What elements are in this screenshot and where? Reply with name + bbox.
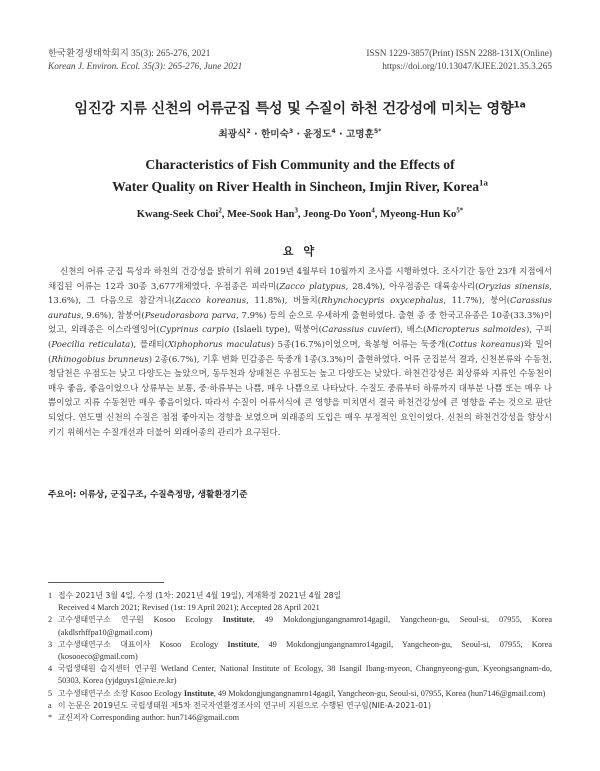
footnote-text-en: Kosoo Ecology — [153, 615, 213, 625]
footnote-text-ko: 교신저자 — [58, 713, 89, 723]
doi-link[interactable]: https://doi.org/10.13047/KJEE.2021.35.3.265 — [382, 62, 552, 72]
footnote-mark: a — [48, 700, 52, 710]
footnote-text-en: , 49 Mokdongjungangnamro14gagil, Yangcheon-gu, Seoul-si, 07955, Korea (hun7146@gmail.com) — [213, 688, 546, 698]
abstract-body — [48, 265, 552, 440]
footnote-divider — [48, 582, 164, 583]
species-name: Micropterus salmoides — [426, 325, 526, 336]
abstract-text: , 9.6%), 참붕어( — [80, 310, 145, 321]
title-english-line2: Water Quality on River Health in Sincheon, Imjin River, Korea — [112, 179, 480, 194]
footnote-mark: 3 — [48, 639, 53, 649]
species-name: Rhynchocypris oxycephalus — [321, 296, 444, 307]
author-ko-sup: 2 — [246, 127, 251, 135]
footnote-text-ko: 국립생태원 습지센터 연구원 — [58, 664, 157, 674]
abstract-text: )와 밀어( — [48, 339, 553, 365]
species-name: Carassius cuvieri — [321, 325, 398, 336]
footnote-4 — [48, 663, 552, 687]
footnote-corresponding — [48, 712, 552, 724]
authors-english: Kwang-Seek Choi$^2$, Mee-Sook Han$^3$, Jeong-Do Yoon$^4$, Myeong-Hun $Ko^{5*}$ — [136, 207, 464, 220]
keywords: 주요어: 어류상, 군집구조, 수질측정망, 생활환경기준 — [48, 490, 248, 500]
abstract-text: ) 5종(16.7%)이었으며, 육봉형 어류는 둑중개( — [270, 339, 449, 350]
abstract-text: 신천의 어류 군집 특성과 하천의 건강성을 밝히기 위해 2019년 4월부터 10월까지 조사를 시행하였다. 조사기간 동안 23개 지점에서 채집된 어류는 12과 30종 3,677개체였다. 우점종은 피라미( — [48, 267, 552, 292]
abstract-text: ) 2종(6.7%), 기후 변화 민감종은 둑중개 1종(3.3%)이 출현하였다. 어류 군집분석 결과, 신천본류와 수동천, 청담천은 우점도는 낮고 다양도는 높았으며, 동두천과 상패천은 우점도는 높고 다양도는 낮았다. 하천건강성은 최상류와 지류인 수동천이 매우 좋음, 좋음이었으나 상류부는 보통, 중·하류부는 나쁨, 매우 나쁨으로 나타났다. 수질도 중류부터 하류까지 대부분 나쁨 또는 매우 나쁨이었고 지류 수동천만 매우 좋음이었다. 따라서 수질이 어류서식에 큰 영향을 미치면서 결국 하천건강성에 큰 영향을 주는 것으로 판단되었다. 연도별 신천의 수질은 점점 좋아지는 경향을 보였으며 외래종의 도입은 매우 부정적인 요인이었다. 신천의 하천건강성을 향상시키기 위해서는 수질개선과 더불어 외래어종의 관리가 요구된다. — [48, 354, 552, 438]
journal-citation — [48, 48, 242, 74]
journal-header — [48, 48, 552, 82]
footnote-mark: 4 — [48, 664, 53, 674]
footnote-mark: 2 — [48, 615, 53, 625]
footnote-a — [48, 700, 552, 712]
title-english-line1: Characteristics of Fish Community and the Effects of — [145, 157, 455, 172]
author-ko: 윤정도 — [303, 129, 332, 140]
author-ko: 최광식 — [218, 129, 247, 140]
footnote-institute: Institute — [183, 688, 214, 698]
species-name: Carassius auratus — [48, 296, 552, 321]
species-name: Zacco platypus — [279, 281, 346, 292]
abstract-text: , 13.6%), 그 다음으로 참갈겨니( — [48, 281, 552, 307]
author-en: Jeong-Do Yoon — [303, 209, 372, 220]
footnote-mark: * — [48, 713, 53, 723]
species-name: Pseudorasbora parva — [144, 310, 237, 321]
author-separator: · — [296, 129, 301, 140]
footnote-2 — [48, 614, 552, 638]
title-korean-text: 임진강 지류 신천의 어류군집 특성 및 수질이 하천 건강성에 미치는 영향 — [74, 101, 514, 117]
author-ko: 고명훈 — [346, 129, 374, 140]
footnote-mark: 1 — [48, 591, 53, 600]
footnote-5 — [48, 688, 552, 700]
abstract-text: , 11.7%), 붕어( — [443, 296, 511, 307]
footnote-text-en: Received 4 March 2021; Revised (1st: 19 April 2021); Accepted 28 April 2021 — [58, 603, 320, 613]
footnote-text-ko: 고수생태연구소 소장 — [58, 688, 129, 698]
author-en: Myeong-Hun Ko — [380, 209, 457, 220]
title-korean — [48, 98, 552, 118]
species-name: Cottus koreanus — [448, 339, 521, 350]
footnote-text-ko: 이 논문은 2019년도 국립생태원 제5차 전국자연환경조사의 연구비 지원으로 수행된 연구임(NIE-A-2021-01) — [58, 700, 432, 710]
author-ko-sup: 5* — [373, 127, 382, 135]
title-english-sup: 1a — [479, 177, 488, 188]
issn: ISSN 1229-3857(Print) ISSN 2288-131X(Online) — [366, 49, 552, 59]
footnote-text-en: Corresponding author: hun7146@gmail.com — [90, 713, 240, 723]
abstract-text: , 28.4%), 아우점종은 대륙송사리( — [345, 281, 479, 292]
footnote-text-en: Kosoo Ecology — [130, 688, 182, 698]
footnote-text-en: Kosoo Ecology — [159, 639, 219, 649]
author-en-sup: 5* — [456, 207, 464, 215]
footnote-text-en: , 49 Mokdongjungangnamro14gagil, Yangcheon-gu, Seoul-si, 07955, Korea (kosooeco@gmail.com) — [58, 639, 553, 662]
author-en: Kwang-Seek Choi — [136, 209, 219, 220]
footnote-text-ko: 고수생태연구소 대표이사 — [58, 639, 151, 649]
species-name: Rhinogobius brunneus — [51, 354, 149, 365]
footnote-3 — [48, 639, 552, 663]
author-ko-sup: 4 — [331, 127, 336, 135]
author-separator: · — [339, 129, 343, 140]
footnote-1 — [48, 590, 552, 614]
abstract-text: , 7.9%) 등의 순으로 우세하게 출현하였다. 출현 종 중 한국고유종은 10종(33.3%)이었고, 외래종은 이스라엘잉어( — [48, 310, 552, 336]
abstract-text: (Islaeli type), 떡붕어( — [229, 325, 322, 336]
abstract-text: ), 구피( — [48, 325, 552, 350]
footnote-text-ko: 접수 2021년 3월 4일, 수정 (1차: 2021년 4월 19일), 게재확정 2021년 4월 28일 — [58, 591, 342, 600]
species-name: Oryzias sinensis — [478, 281, 550, 292]
author-en: Mee-Sook Han — [227, 209, 295, 220]
abstract-heading: 요 약 — [282, 245, 318, 258]
abstract-text: , 11.8%), 버들치( — [246, 296, 321, 307]
title-english-line2-wrap — [48, 176, 552, 198]
footnote-institute: Institute — [227, 639, 258, 649]
footnote-institute: Institute — [222, 615, 253, 625]
species-name: Cyprinus carpio — [159, 325, 230, 336]
footnote-text-en: Wetland Center, National Institute of Ecology, 38 Isangil Ibang-myeon, Changnyeong-gun, Kyeongsangnam-do, 50303, Korea (yjdguys1@nie.re.kr) — [58, 664, 553, 686]
title-korean-sup: 1a — [513, 99, 526, 111]
abstract-text: ), 배스( — [397, 325, 427, 336]
journal-citation-ko: 한국환경생태학회지 35(3): 265-276, 2021 — [48, 49, 211, 59]
author-ko-sup: 3 — [288, 127, 294, 135]
footnote-mark: 5 — [48, 688, 53, 698]
footnote-text-ko: 고수생태연구소 연구원 — [58, 615, 144, 625]
title-english — [48, 154, 552, 198]
species-name: Zacco koreanus — [175, 296, 247, 307]
author-en-sup: 4 — [371, 207, 375, 215]
author-en-sup: 2 — [218, 207, 222, 215]
footnotes — [48, 590, 552, 724]
species-name: Poecilia reticulata — [51, 339, 131, 350]
author-en-sup: 3 — [294, 207, 298, 215]
species-name: Xiphophorus maculatus — [167, 339, 271, 350]
footnote-text-en: , 49 Mokdongjungangnamro14gagil, Yangcheon-gu, Seoul-si, 07955, Korea (akdlsrhffpa10@gmail.com) — [58, 615, 552, 637]
journal-citation-en: Korean J. Environ. Ecol. 35(3): 265-276, June 2021 — [48, 62, 243, 72]
authors-korean — [48, 126, 552, 140]
author-separator: · — [254, 129, 258, 140]
journal-identifiers — [366, 48, 552, 74]
abstract-text: ), 플래티( — [130, 339, 168, 350]
author-ko: 한미숙 — [261, 129, 289, 140]
